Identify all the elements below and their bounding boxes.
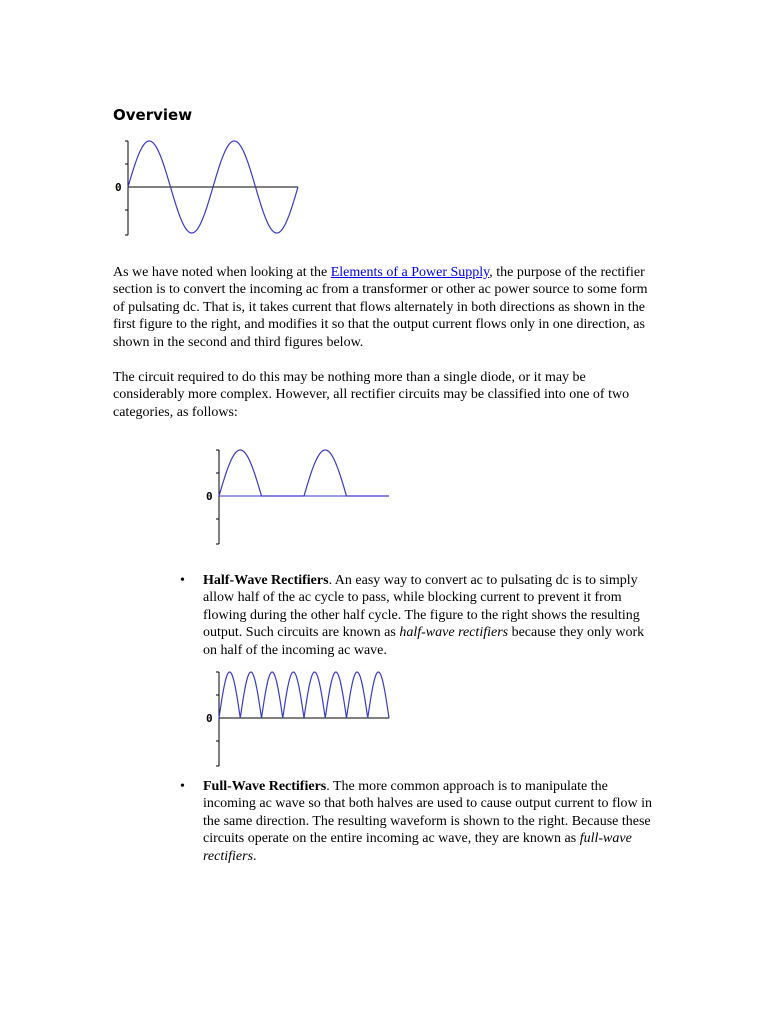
- full-wave-emphasis: full-wave rectifiers: [203, 831, 632, 864]
- full-wave-text-2: .: [253, 848, 257, 864]
- full-wave-bullet: [180, 778, 660, 865]
- categories-paragraph: The circuit required to do this may be nothing more than a single diode, or it may be considerably more complex. However, all rectifier circuits may be classified into one of two categories, as follows:: [113, 370, 630, 420]
- bullet-icon: •: [180, 573, 185, 588]
- full-wave-term: Full-Wave Rectifiers: [203, 779, 327, 794]
- half-wave-bullet-list: [180, 572, 660, 659]
- intro-text-1: As we have noted when looking at the: [113, 265, 331, 280]
- half-wave-bullet: [180, 572, 660, 659]
- full-wave-output: [219, 672, 389, 718]
- full-wave-bullet-list: [180, 778, 660, 865]
- half-wave-emphasis: half-wave rectifiers: [399, 625, 509, 641]
- ac-axes: [125, 141, 298, 235]
- half-wave-output: [219, 450, 389, 496]
- intro-text-2: , the purpose of the rectifier section is to convert the incoming ac from a transformer or other ac power source to some form of pulsating dc. That is, it takes current that flows alternately in both directions as shown in the first figure to the right, and modifies it so that the output current flows only in one direction, as shown in the second and third figures below.: [113, 265, 648, 350]
- intro-paragraph: [113, 264, 658, 351]
- half-wave-text-1: . An easy way to convert ac to pulsating dc is to simply allow half of the ac cycle to pass, while blocking current to prevent it from flowing during the other half cycle. The figure to the right shows the resulting output. Such circuits are known as: [203, 573, 640, 641]
- full-wave-axes: [216, 672, 389, 766]
- bullet-icon: •: [180, 779, 185, 794]
- half-wave-zero-label: 0: [206, 490, 213, 503]
- full-wave-text-1: . The more common approach is to manipulate the incoming ac wave so that both halves are used to cause output current to flow in the same direction. The resulting waveform is shown to the right. Because these circuits operate on the entire incoming ac wave, they are known as: [203, 779, 653, 847]
- ac-zero-label: 0: [115, 181, 122, 194]
- page-heading: Overview: [113, 106, 193, 124]
- full-wave-zero-label: 0: [206, 712, 213, 725]
- ac-sine-wave: [128, 141, 298, 233]
- half-wave-axes: [216, 450, 389, 544]
- elements-of-power-supply-link[interactable]: Elements of a Power Supply: [330, 265, 490, 280]
- half-wave-term: Half-Wave Rectifiers: [203, 573, 329, 588]
- half-wave-text-2: because they only work on half of the incoming ac wave.: [203, 625, 645, 658]
